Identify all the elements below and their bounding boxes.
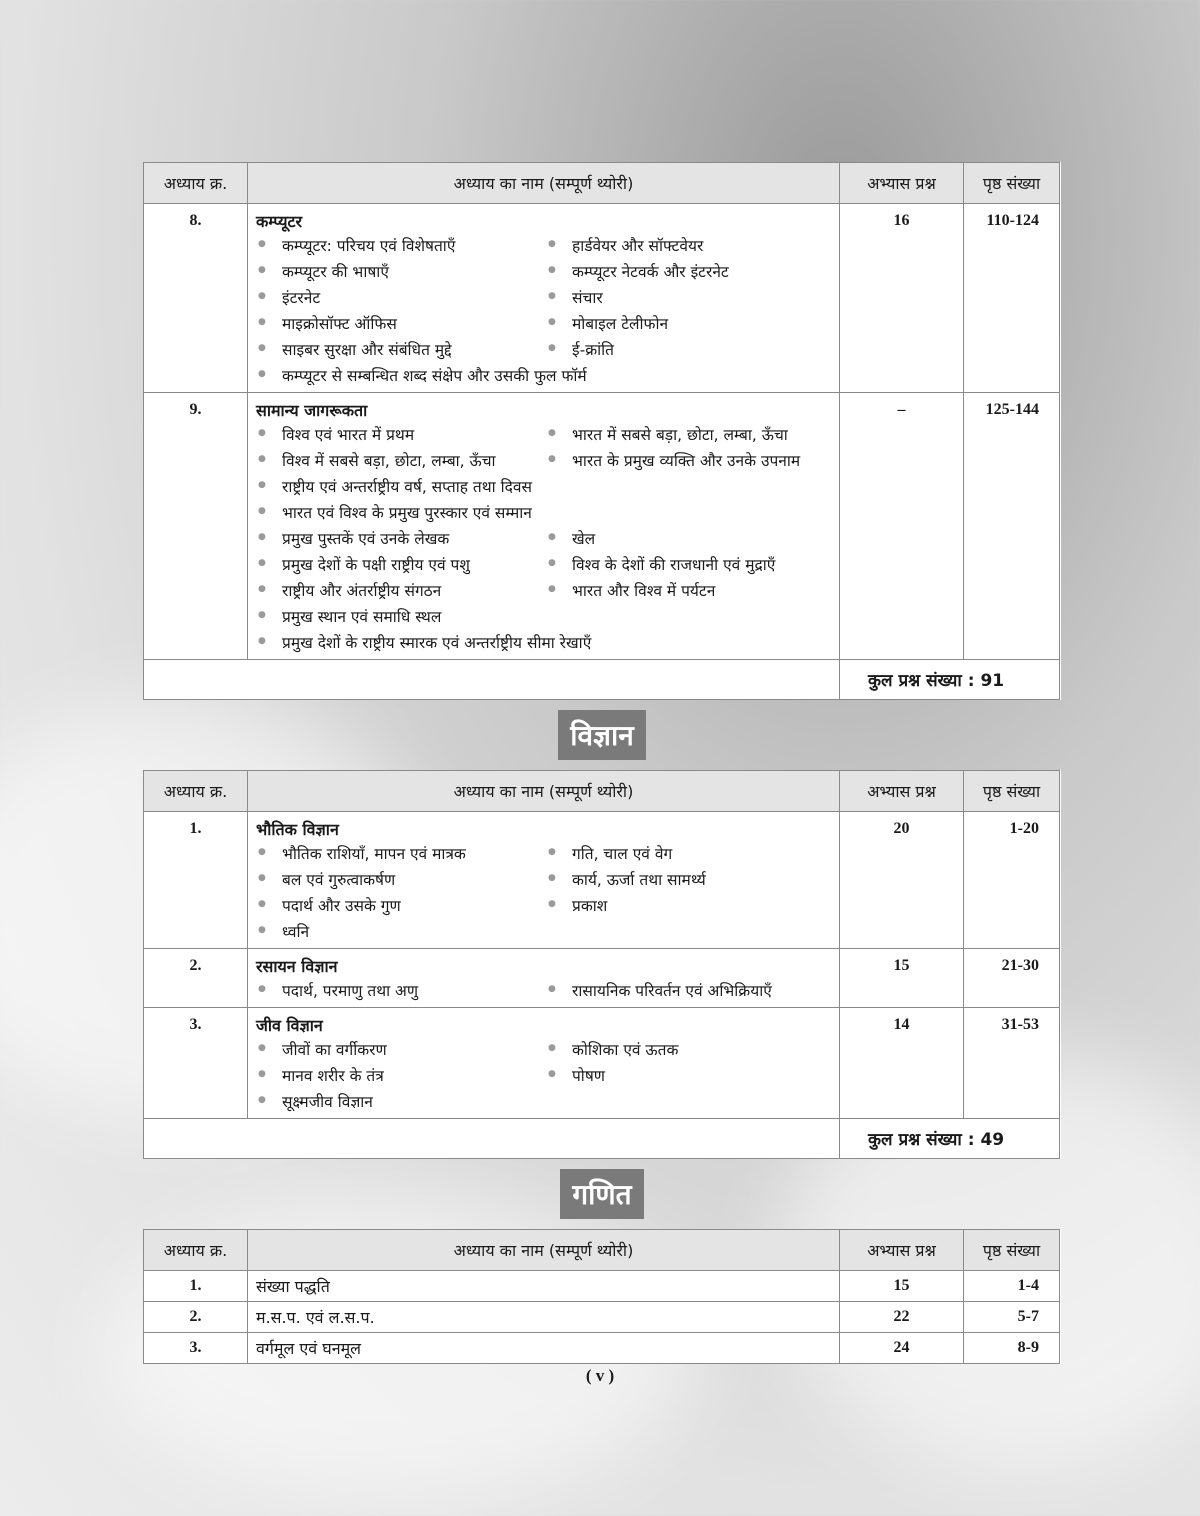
page-range: 8-9 — [964, 1333, 1060, 1364]
section-title-maths: गणित — [560, 1169, 643, 1219]
list-item: ● मानव शरीर के तंत्र — [256, 1064, 546, 1086]
list-item: ● ई-क्रांति — [546, 338, 833, 360]
header-page-no: पृष्ठ संख्या — [964, 771, 1060, 812]
topic-list — [256, 234, 833, 386]
topic-list — [256, 423, 833, 653]
chapter-number: 9. — [144, 393, 248, 660]
table-row — [144, 949, 1060, 1008]
total-blank — [144, 1119, 840, 1159]
header-chapter-name: अध्याय का नाम (सम्पूर्ण थ्योरी) — [248, 1230, 840, 1271]
list-item: ● माइक्रोसॉफ्ट ऑफिस — [256, 312, 546, 334]
list-item: ● भौतिक राशियाँ, मापन एवं मात्रक — [256, 842, 546, 864]
list-item: ● कम्प्यूटर: परिचय एवं विशेषताएँ — [256, 234, 546, 256]
section-heading-science — [143, 710, 1061, 760]
list-item: ● कम्प्यूटर से सम्बन्धित शब्द संक्षेप और उसकी फुल फॉर्म — [256, 364, 833, 386]
contents-table-science — [143, 770, 1060, 1159]
list-item: ● संचार — [546, 286, 833, 308]
page-range: 125-144 — [964, 393, 1060, 660]
table-header-row — [144, 771, 1060, 812]
list-item: ● जीवों का वर्गीकरण — [256, 1038, 546, 1060]
list-item: ● विश्व एवं भारत में प्रथम — [256, 423, 546, 445]
header-exercise: अभ्यास प्रश्न — [840, 163, 964, 204]
table-row — [144, 812, 1060, 949]
list-item: ● प्रमुख पुस्तकें एवं उनके लेखक — [256, 527, 546, 549]
list-item: ● प्रमुख देशों के पक्षी राष्ट्रीय एवं पशु — [256, 553, 546, 575]
list-item: ● भारत में सबसे बड़ा, छोटा, लम्बा, ऊँचा — [546, 423, 833, 445]
list-item: ● मोबाइल टेलीफोन — [546, 312, 833, 334]
list-item: ● पोषण — [546, 1064, 833, 1086]
exercise-count: 14 — [840, 1008, 964, 1119]
page-range: 5-7 — [964, 1302, 1060, 1333]
list-item: ● गति, चाल एवं वेग — [546, 842, 833, 864]
chapter-number: 3. — [144, 1008, 248, 1119]
total-blank — [144, 660, 840, 700]
header-chapter-name: अध्याय का नाम (सम्पूर्ण थ्योरी) — [248, 163, 840, 204]
section-heading-maths — [143, 1169, 1061, 1219]
total-question-count: कुल प्रश्न संख्या : 49 — [840, 1119, 1060, 1159]
chapter-number: 1. — [144, 1271, 248, 1302]
exercise-count: 15 — [840, 949, 964, 1008]
list-item: ● साइबर सुरक्षा और संबंधित मुद्दे — [256, 338, 546, 360]
chapter-content — [248, 812, 840, 949]
chapter-title: कम्प्यूटर — [256, 212, 303, 231]
chapter-number: 3. — [144, 1333, 248, 1364]
list-item: ● राष्ट्रीय एवं अन्तर्राष्ट्रीय वर्ष, सप्ताह तथा दिवस — [256, 475, 833, 497]
exercise-count: 24 — [840, 1333, 964, 1364]
table-row — [144, 1008, 1060, 1119]
page-range: 1-4 — [964, 1271, 1060, 1302]
page-range: 110-124 — [964, 204, 1060, 393]
section-title-science: विज्ञान — [558, 710, 646, 760]
chapter-content — [248, 949, 840, 1008]
header-exercise: अभ्यास प्रश्न — [840, 1230, 964, 1271]
chapter-title: सामान्य जागरूकता — [256, 401, 368, 420]
topic-list — [256, 842, 833, 942]
section-science-table-panel — [143, 770, 1061, 1159]
list-item: ● भारत और विश्व में पर्यटन — [546, 579, 833, 601]
chapter-title: भौतिक विज्ञान — [256, 820, 339, 839]
header-chapter-no: अध्याय क्र. — [144, 163, 248, 204]
chapter-title: रसायन विज्ञान — [256, 957, 338, 976]
chapter-title: म.स.प. एवं ल.स.प. — [248, 1302, 840, 1333]
total-row — [144, 660, 1060, 700]
list-item: ● भारत एवं विश्व के प्रमुख पुरस्कार एवं सम्मान — [256, 501, 833, 523]
table-row — [144, 1271, 1060, 1302]
header-chapter-no: अध्याय क्र. — [144, 771, 248, 812]
list-item: ● प्रकाश — [546, 894, 833, 916]
list-item: ● कम्प्यूटर की भाषाएँ — [256, 260, 546, 282]
list-item: ● पदार्थ, परमाणु तथा अणु — [256, 979, 546, 1001]
chapter-number: 8. — [144, 204, 248, 393]
list-item: ● खेल — [546, 527, 833, 549]
list-item: ● कार्य, ऊर्जा तथा सामर्थ्य — [546, 868, 833, 890]
exercise-count: – — [840, 393, 964, 660]
chapter-content — [248, 204, 840, 393]
exercise-count: 15 — [840, 1271, 964, 1302]
list-item: ● इंटरनेट — [256, 286, 546, 308]
page-range: 21-30 — [964, 949, 1060, 1008]
list-item: ● प्रमुख स्थान एवं समाधि स्थल — [256, 605, 833, 627]
chapter-number: 2. — [144, 1302, 248, 1333]
exercise-count: 22 — [840, 1302, 964, 1333]
list-item: ● राष्ट्रीय और अंतर्राष्ट्रीय संगठन — [256, 579, 546, 601]
chapter-content — [248, 1008, 840, 1119]
table-row — [144, 1302, 1060, 1333]
table-row — [144, 393, 1060, 660]
section-maths-table-panel — [143, 1229, 1061, 1364]
list-item: ● पदार्थ और उसके गुण — [256, 894, 546, 916]
chapter-title: वर्गमूल एवं घनमूल — [248, 1333, 840, 1364]
header-page-no: पृष्ठ संख्या — [964, 1230, 1060, 1271]
list-item: ● रासायनिक परिवर्तन एवं अभिक्रियाएँ — [546, 979, 833, 1001]
list-item: ● कोशिका एवं ऊतक — [546, 1038, 833, 1060]
section-general-table-panel — [143, 162, 1061, 700]
list-item: ● बल एवं गुरुत्वाकर्षण — [256, 868, 546, 890]
chapter-number: 2. — [144, 949, 248, 1008]
chapter-number: 1. — [144, 812, 248, 949]
table-header-row — [144, 163, 1060, 204]
list-item: ● विश्व के देशों की राजधानी एवं मुद्राएँ — [546, 553, 833, 575]
chapter-title: संख्या पद्धति — [248, 1271, 840, 1302]
header-chapter-no: अध्याय क्र. — [144, 1230, 248, 1271]
list-item: ● प्रमुख देशों के राष्ट्रीय स्मारक एवं अन्तर्राष्ट्रीय सीमा रेखाएँ — [256, 631, 833, 653]
topic-list — [256, 1038, 833, 1112]
exercise-count: 16 — [840, 204, 964, 393]
list-item: ● भारत के प्रमुख व्यक्ति और उनके उपनाम — [546, 449, 833, 471]
list-item: ● विश्व में सबसे बड़ा, छोटा, लम्बा, ऊँचा — [256, 449, 546, 471]
total-row — [144, 1119, 1060, 1159]
list-item: ● हार्डवेयर और सॉफ्टवेयर — [546, 234, 833, 256]
total-question-count: कुल प्रश्न संख्या : 91 — [840, 660, 1060, 700]
table-row — [144, 1333, 1060, 1364]
contents-page — [143, 162, 1061, 1364]
header-page-no: पृष्ठ संख्या — [964, 163, 1060, 204]
list-item: ● ध्वनि — [256, 920, 833, 942]
contents-table-general — [143, 162, 1060, 700]
page-range: 31-53 — [964, 1008, 1060, 1119]
header-chapter-name: अध्याय का नाम (सम्पूर्ण थ्योरी) — [248, 771, 840, 812]
list-item: ● सूक्ष्मजीव विज्ञान — [256, 1090, 833, 1112]
topic-list — [256, 979, 833, 1001]
chapter-content — [248, 393, 840, 660]
table-row — [144, 204, 1060, 393]
header-exercise: अभ्यास प्रश्न — [840, 771, 964, 812]
chapter-title: जीव विज्ञान — [256, 1016, 323, 1035]
exercise-count: 20 — [840, 812, 964, 949]
page-range: 1-20 — [964, 812, 1060, 949]
page-number: ( v ) — [585, 1366, 615, 1385]
list-item: ● कम्प्यूटर नेटवर्क और इंटरनेट — [546, 260, 833, 282]
table-header-row — [144, 1230, 1060, 1271]
contents-table-maths — [143, 1229, 1060, 1364]
